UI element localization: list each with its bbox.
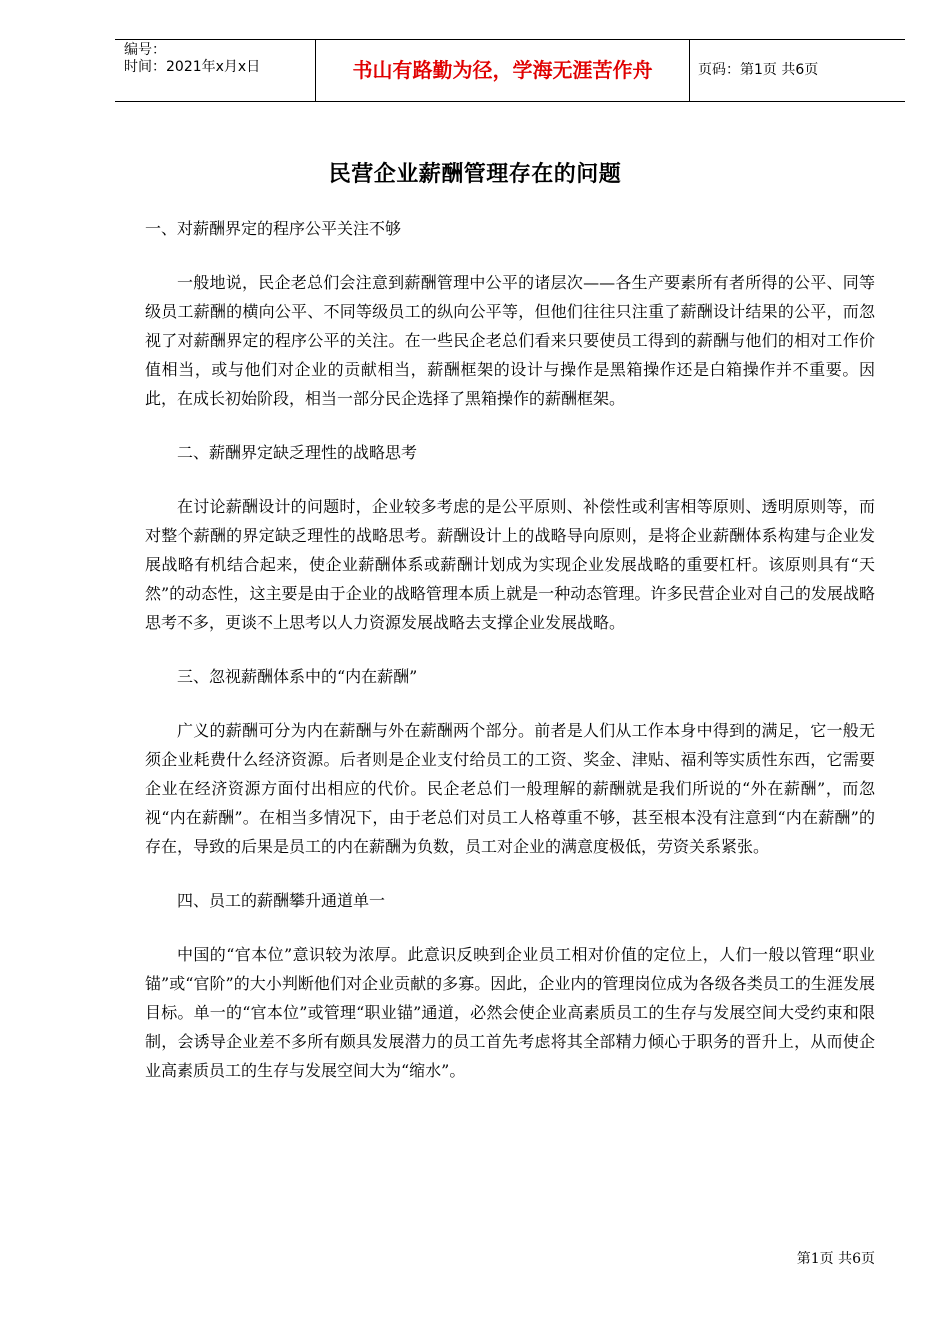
section-heading-2: 二、薪酬界定缺乏理性的战略思考 [177,443,418,462]
section-body-2: 在讨论薪酬设计的问题时，企业较多考虑的是公平原则、补偿性或利害相等原则、透明原则等，而对整个薪酬的界定缺乏理性的战略思考。薪酬设计上的战略导向原则，是将企业薪酬体系构建与企业发展战略有机结合起来，使企业薪酬体系或薪酬计划成为实现企业发展战略的重要杠杆。该原则具有“天然”的动态性，这主要是由于企业的战略管理本质上就是一种动态管理。许多民营企业对自己的发展战略思考不多，更谈不上思考以人力资源发展战略去支撑企业发展战略。 [145,497,875,632]
document-title: 民营企业薪酬管理存在的问题 [328,161,622,187]
section-body-3: 广义的薪酬可分为内在薪酬与外在薪酬两个部分。前者是人们从工作本身中得到的满足，它一般无须企业耗费什么经济资源。后者则是企业支付给员工的工资、奖金、津贴、福利等实质性东西，它需要企业在经济资源方面付出相应的代价。民企老总们一般理解的薪酬就是我们所说的“外在薪酬”，而忽视“内在薪酬”。在相当多情况下，由于老总们对员工人格尊重不够，甚至根本没有注意到“内在薪酬”的存在，导致的后果是员工的内在薪酬为负数，员工对企业的满意度极低，劳资关系紧张。 [145,721,875,856]
header-motto: 书山有路勤为径，学海无涯苦作舟 [316,40,690,101]
section-heading-4: 四、员工的薪酬攀升通道单一 [177,891,386,910]
header-number: 编号： [124,42,166,58]
header-time: 时间：2021年x月x日 [124,59,261,75]
section-body-1: 一般地说，民企老总们会注意到薪酬管理中公平的诸层次——各生产要素所有者所得的公平、同等级员工薪酬的横向公平、不同等级员工的纵向公平等，但他们往往只注重了薪酬设计结果的公平，而忽视了对薪酬界定的程序公平的关注。在一些民企老总们看来只要使员工得到的薪酬与他们的相对工作价值相当，或与他们对企业的贡献相当，薪酬框架的设计与操作是黑箱操作还是白箱操作并不重要。因此，在成长初始阶段，相当一部分民企选择了黑箱操作的薪酬框架。 [145,273,875,408]
page-header [115,39,905,102]
section-body-4: 中国的“官本位”意识较为浓厚。此意识反映到企业员工相对价值的定位上，人们一般以管理“职业锚”或“官阶”的大小判断他们对企业贡献的多寡。因此，企业内的管理岗位成为各级各类员工的生涯发展目标。单一的“官本位”或管理“职业锚”通道，必然会使企业高素质员工的生存与发展空间大受约束和限制，会诱导企业差不多所有颇具发展潜力的员工首先考虑将其全部精力倾心于职务的晋升上，从而使企业高素质员工的生存与发展空间大为“缩水”。 [145,945,875,1080]
page-footer: 第1页 共6页 [796,1251,875,1267]
section-heading-3: 三、忽视薪酬体系中的“内在薪酬” [177,667,418,686]
header-meta [115,40,316,101]
header-page-info: 页码：第1页 共6页 [698,62,819,78]
document-body [145,215,875,1111]
section-heading-1: 一、对薪酬界定的程序公平关注不够 [145,219,402,238]
